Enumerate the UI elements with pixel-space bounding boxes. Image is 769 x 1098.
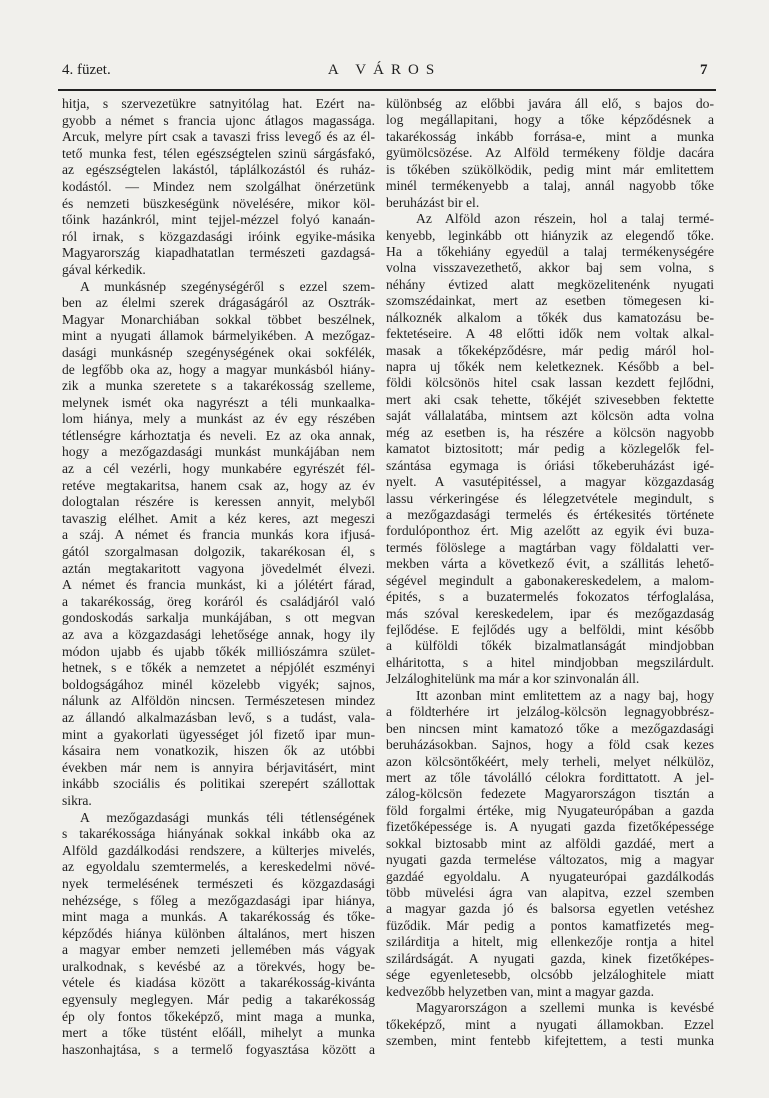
text-line: a magyar ember nemzeti jellemében más vágyak [62, 942, 375, 958]
text-line: tétlenségre kárhoztatja és neveli. Ez az oka annak, [62, 427, 375, 443]
text-line: inkább szociális és politikai szerepért szállottak [62, 776, 375, 792]
text-line: kamatot biztositott; már pedig a közlegelők fel- [386, 441, 714, 457]
text-line: mert az tőle távolálló célokra fordittatott. A jel- [386, 769, 714, 785]
text-line: Magyarországon a szellemi munka is kevésbé [416, 1000, 714, 1016]
text-line: az a cél vezérli, hogy munkabére egyrészét fél- [62, 461, 375, 477]
text-line: néhány évtized alatt megközelitenénk nyugati [386, 276, 714, 292]
text-line: fordulóponthoz ért. Mig azelőtt az egyik évi buza- [386, 523, 714, 539]
text-line: tőink hazánkról, mint tejjel-mézzel folyó kanaán- [62, 212, 375, 228]
text-line: elháritotta, s a hitel mindjobban megszilárdult. [386, 654, 714, 670]
paragraph [386, 1000, 714, 1049]
text-line: retéve megtakaritsa, hanem csak az, hogy az év [62, 477, 375, 493]
text-line: nyugati gazda termelése változatos, mig a magyar [386, 852, 714, 868]
text-line: a mezőgazdasági termelés és értékesités története [386, 506, 714, 522]
text-line: a magyar gazda jó és balsorsa egyetlen vetéshez [386, 901, 714, 917]
text-line: zik a munka szeretete s a takarékosság szelleme, [62, 378, 375, 394]
text-line: fejlődése. E fejlődés ugy a belföldi, mint később [386, 622, 714, 637]
header-rule [58, 89, 716, 91]
paragraph [386, 211, 714, 688]
text-line: különbség az előbbi javára áll elő, s bajos do- [386, 96, 714, 111]
text-line: mint a gyakorlati ügyességet jól fizető ipar mun- [62, 726, 375, 742]
text-line: hetnek, s e tőkék a nemzetet a népjólét eszményi [62, 660, 375, 676]
text-line: hogy a mezőgazdasági munkást munkájában nem [62, 444, 375, 460]
text-line: tető munka fest, télen egészségtelen szinü sárgásfakó, [62, 145, 375, 161]
text-line: mint maga a munkás. A takarékosság és tőke- [62, 909, 375, 925]
text-line: dologtalan részére is keressen annyit, melyből [62, 494, 375, 510]
text-line: hitja, s szervezetükre satnyitólag hat. Ezért na- [62, 96, 375, 111]
text-line: években már nem is annyira bérjavitásért, mint [62, 759, 375, 775]
text-line: a külföldi tőkék bizalmatlanságát mindjobban [386, 638, 714, 654]
text-line: ép oly fontos tőkeképző, mint maga a munka, [62, 1008, 375, 1024]
paragraph [386, 96, 714, 211]
text-line: az ava a közgazdasági lehetősége annak, hogy ily [62, 627, 375, 642]
text-line: képződés hiánya különben általános, mert hiszen [62, 925, 375, 941]
text-line: vétele és kiadása között a takarékosság-kivánta [62, 975, 375, 991]
text-line: gától szorgalmasan dolgozik, takarékosan él, s [62, 544, 375, 560]
text-line: kedvezőbb helyzetben van, mint a magyar gazda. [386, 983, 654, 999]
issue-number: 4. füzet. [62, 62, 111, 78]
text-line: még az esetben is, ha részére a kölcsön nagyobb [386, 424, 714, 440]
text-line: A német és francia munkást, ki a jólétért fárad, [62, 577, 375, 593]
paragraph [62, 96, 375, 279]
text-line: nehézsége, s főleg a mezőgazdasági ipar hiánya, [62, 892, 375, 908]
text-line: Arcuk, melyre pírt csak a tavaszi friss levegő és az él- [62, 129, 375, 145]
text-line: szemben, mint fentebb kifejtettem, a testi munka [386, 1032, 714, 1048]
text-line: Alföld gazdálkodási rendszere, a külterjes mivelés, [62, 842, 375, 858]
text-line: haszonhajtása, s a termelő fogyasztása között a [62, 1041, 375, 1057]
text-line: lom hiánya, mely a munkást az év egy részében [62, 411, 375, 427]
left-column [62, 96, 375, 1058]
text-line: is tőkében szükölködik, pedig mint már emlitettem [386, 161, 714, 177]
text-line: Ha a tőkehiány egyedül a talaj termékenységére [386, 243, 714, 259]
text-line: az állandó alkalmazásban levő, s a tudást, vala- [62, 709, 375, 725]
text-line: azon kölcsöntőkéért, mely terheli, melyet nélkülöz, [386, 753, 714, 769]
text-line: volna visszavezethető, akkor baj sem volna, s [386, 260, 714, 276]
text-line: saját vállalatába, mintsem azt kölcsön adta volna [386, 408, 714, 424]
text-line: zálog-kölcsön fedezete Magyarországon tisztán a [386, 786, 714, 802]
text-line: fizetőképessége is. A nyugati gazda fizetőképessége [386, 819, 714, 835]
text-line: a földterhére irt jelzálog-kölcsön legnagyobbrész- [386, 704, 714, 720]
text-line: füződik. Már pedig a pontos kamatfizetés meg- [386, 917, 714, 933]
text-line: szilárdságát. A nyugati gazda, kinek fizetőképes- [386, 950, 714, 966]
text-line: lassu vérkeringése és lélegzetvétele megindult, s [386, 490, 714, 506]
text-line: Magyar Monarchiában sokkal többet beszélnek, [62, 311, 375, 327]
text-line: gával kérkedik. [62, 261, 146, 277]
right-column [386, 96, 714, 1049]
text-line: mert a tőke tüstént előáll, mihelyt a munka [62, 1025, 375, 1041]
text-line: kenyebb, leginkább ott hiányzik az elegendő tőke. [386, 227, 714, 243]
text-line: tőkeképző, mint a nyugati államokban. Ezzel [386, 1016, 714, 1032]
text-line: földi kölcsönös hitel csak lassan kezdett fejlődni, [386, 375, 714, 391]
text-line: nyek termelésének természeti és közgazdasági [62, 875, 375, 891]
text-line: uralkodnak, s kevésbé az a törekvés, hogy be- [62, 958, 375, 974]
text-line: nálkoznék alkalom a tőkék dus kamatozásu be- [386, 309, 714, 325]
text-line: masak a tőkeképződésre, már pedig máról hol- [386, 342, 714, 358]
paragraph [386, 688, 714, 1000]
text-line: és nemzeti büszkeségünk növelésére, mikor köl- [62, 195, 375, 211]
text-line: gazdáé egyoldalu. A nyugateurópai gazdálkodás [386, 868, 714, 884]
text-line: ról irnak, s közgazdasági iróink egyike-másika [62, 228, 375, 244]
text-line: A munkásnép szegénységéről s ezzel szem- [80, 278, 375, 294]
text-line: nálunk az Alföldön nincsen. Természetesen mindez [62, 693, 375, 709]
page-number: 7 [700, 62, 708, 78]
text-line: takarékosság inkább forrása-e, mint a munka [386, 128, 714, 144]
text-line: de legfőbb oka az, hogy a magyar munkásból hiány- [62, 361, 375, 377]
text-line: minél termékenyebb a talaj, annál nagyobb tőke [386, 178, 714, 194]
text-line: gondoskodás sarkalja munkájában, s ott megvan [62, 610, 375, 626]
text-line: épités, s a buzatermelés fokozatos térfoglalása, [386, 589, 714, 605]
text-line: dasági munkásnép szegénységének okai sokfélék, [62, 344, 375, 360]
text-line: mint a nyugati államok bármelyikében. A mezőgaz- [62, 328, 375, 344]
text-line: ben nincsen mint kamatozó tőke a mezőgazdasági [386, 720, 714, 736]
text-line: Itt azonban mint emlitettem az a nagy baj, hogy [416, 687, 714, 703]
text-line: termés fölöslege a magtárban vagy földalatti ver- [386, 539, 714, 555]
text-line: ségével megindult a gabonakereskedelem, a malom- [386, 572, 714, 588]
text-line: más szóval kereskedelem, ipar és mezőgazdaság [386, 605, 714, 621]
text-line: A mezőgazdasági munkás téli tétlenségének [80, 809, 375, 825]
text-line: Az Alföld azon részein, hol a talaj termé- [416, 211, 714, 227]
text-line: melynek ismét oka nagyrészt a téli munkaalka- [62, 394, 375, 410]
text-line: sikra. [62, 792, 92, 808]
text-line: mekben várta a következő évit, a szállitás lehető- [386, 556, 714, 572]
text-line: a száj. A német és francia munkás kora ifjusá- [62, 527, 375, 543]
text-line: szilárditja a hitelt, mig ellenkezője rontja a hitel [386, 934, 714, 950]
text-line: beruházásokban. Sajnos, hogy a föld csak kezes [386, 737, 714, 753]
text-line: föld forgalmi értéke, mig Nyugateurópában a gazda [386, 802, 714, 818]
text-line: ben az élelmi szerek drágaságáról az Osztrák- [62, 295, 375, 311]
text-line: egyensuly meglegyen. Már pedig a takarékosság [62, 992, 375, 1008]
text-line: Magyarország kiapadhatatlan természeti gazdagsá- [62, 245, 375, 261]
text-line: kásaira nem vonatkozik, hiszen ők az utóbbi [62, 743, 375, 759]
text-line: tavaszig elélhet. Amit a kéz keres, azt megeszi [62, 510, 375, 526]
text-line: boldogságához minél közelebb vigyék; sajnos, [62, 676, 375, 692]
text-line: a takarékosság, öreg koráról és családjáról való [62, 593, 375, 609]
text-line: kodástól. — Mindez nem szolgálhat önérzetünk [62, 178, 375, 194]
publication-title: A VÁROS [327, 62, 442, 78]
text-line: szomszédainkat, mert az esetben tömegesen ki- [386, 293, 714, 309]
paragraph [62, 279, 375, 810]
paragraph [62, 810, 375, 1059]
text-line: log megállapitani, hogy a tőke képződésnek a [386, 112, 714, 128]
text-line: az egészségtelen lakástól, táplálkozástól és ruház- [62, 162, 375, 178]
text-line: s takarékossága hiányának sokkal inkább oka az [62, 826, 375, 842]
text-line: sége egyenletesebb, olcsóbb jelzáloghitele miatt [386, 967, 714, 983]
text-line: aztán megtakaritott vagyona jövedelmét élvezi. [62, 560, 375, 576]
text-line: nyelt. A vasutépitéssel, a magyar közgazdaság [386, 474, 714, 490]
text-line: mert aki csak tehette, tőkéjét szivesebben fektette [386, 391, 714, 407]
text-line: szántása egymaga is óriási tőkeberuházást igé- [386, 457, 714, 473]
text-line: beruházást bir el. [386, 194, 480, 210]
text-line: napra uj tőkék nem keletkeznek. Később a bel- [386, 359, 714, 374]
text-line: az egyoldalu szemtermelés, a kereskedelmi növé- [62, 859, 375, 875]
text-line: gyobb a német s francia ujonc átlagos magassága. [62, 112, 375, 128]
text-line: fektetéseire. A 48 előtti idők nem voltak alkal- [386, 326, 714, 342]
text-line: Jelzáloghitelünk ma már a kor szinvonalán áll. [386, 671, 640, 687]
text-line: több müvelési ágra van alapitva, ezzel szemben [386, 885, 714, 900]
text-line: sokkal biztosabb mint az alföldi gazdáé, mert a [386, 835, 714, 851]
text-line: gyümölcsözése. Az Alföld termékeny földje dacára [386, 145, 714, 161]
text-line: módon ujabb és ujabb tőkék milliószámra szület- [62, 643, 375, 659]
